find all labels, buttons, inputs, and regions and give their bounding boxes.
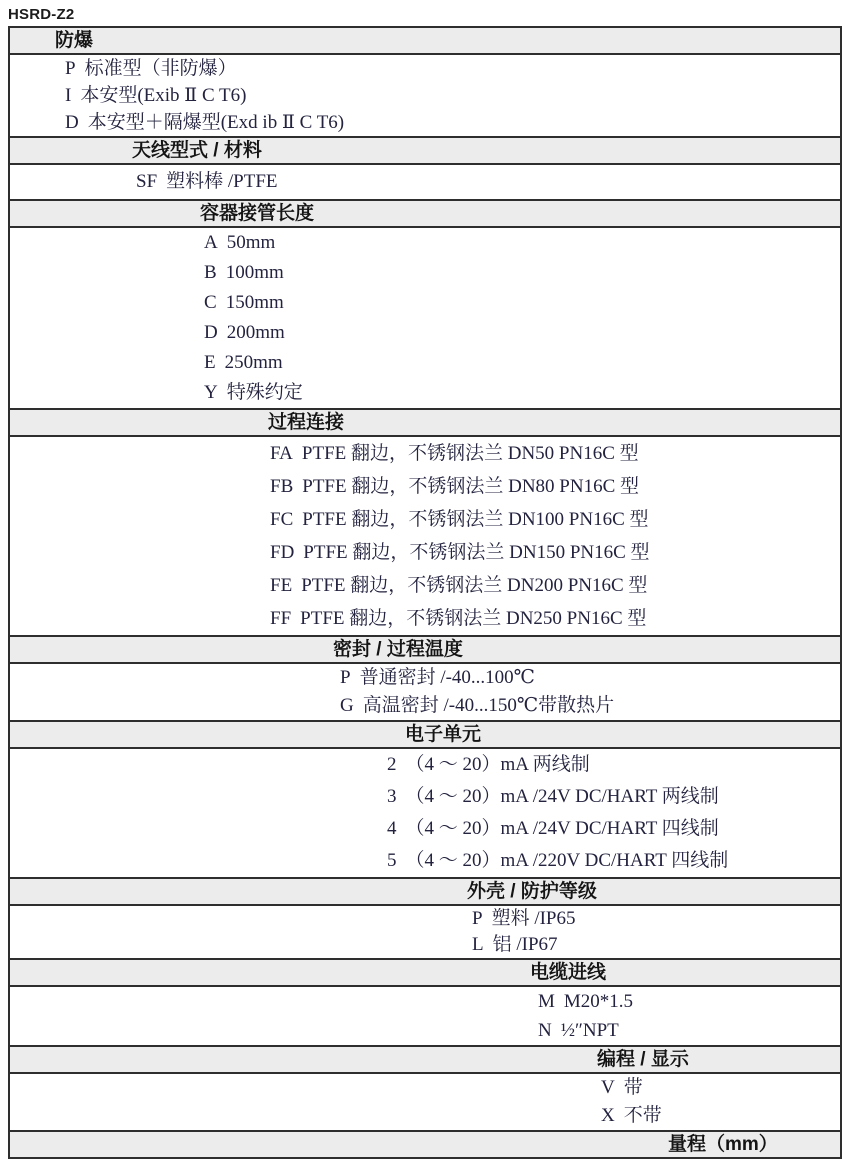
section-header-label: 密封 / 过程温度 bbox=[333, 639, 463, 660]
section-programming-display bbox=[10, 1045, 840, 1130]
item-description: 标准型（非防爆） bbox=[84, 58, 237, 79]
item-description: 100mm bbox=[225, 262, 284, 283]
item-code: X bbox=[601, 1105, 615, 1126]
section-header bbox=[10, 720, 840, 749]
section-header-label: 防爆 bbox=[55, 30, 94, 51]
item-code: D bbox=[204, 322, 218, 343]
spec-item-row bbox=[10, 258, 840, 288]
item-code: Y bbox=[204, 382, 218, 403]
section-header-label: 外壳 / 防护等级 bbox=[467, 881, 597, 902]
section-antenna-type-material bbox=[10, 136, 840, 199]
page-title: HSRD-Z2 bbox=[8, 6, 75, 23]
item-code: N bbox=[538, 1020, 552, 1041]
item-code: FE bbox=[270, 575, 293, 596]
spec-item-row bbox=[10, 82, 840, 109]
section-header-label: 量程（mm） bbox=[668, 1134, 778, 1155]
item-description: 塑料 /IP65 bbox=[491, 908, 576, 929]
item-code: FD bbox=[270, 542, 295, 563]
section-housing-protection-class bbox=[10, 877, 840, 958]
item-description: （4 ～ 20）mA /24V DC/HART 两线制 bbox=[405, 786, 719, 807]
item-code: 3 bbox=[387, 786, 397, 807]
item-code: P bbox=[472, 908, 483, 929]
spec-item-row bbox=[10, 906, 840, 932]
section-header bbox=[10, 635, 840, 664]
item-code: V bbox=[601, 1077, 615, 1098]
spec-item-row bbox=[10, 987, 840, 1016]
spec-item-row bbox=[10, 109, 840, 136]
spec-item-row bbox=[10, 932, 840, 958]
item-description: PTFE 翻边，不锈钢法兰 DN200 PN16C 型 bbox=[301, 575, 648, 596]
item-code: D bbox=[65, 112, 79, 133]
spec-item-row bbox=[10, 845, 840, 877]
item-description: PTFE 翻边，不锈钢法兰 DN80 PN16C 型 bbox=[302, 476, 639, 497]
spec-item-row bbox=[10, 1102, 840, 1130]
item-description: PTFE 翻边，不锈钢法兰 DN150 PN16C 型 bbox=[303, 542, 650, 563]
section-header bbox=[10, 1045, 840, 1074]
item-code: P bbox=[65, 58, 76, 79]
spec-item-row bbox=[10, 664, 840, 692]
spec-item-row bbox=[10, 1016, 840, 1045]
spec-item-row bbox=[10, 1074, 840, 1102]
spec-item-row bbox=[10, 348, 840, 378]
item-code: E bbox=[204, 352, 216, 373]
section-header-label: 编程 / 显示 bbox=[597, 1049, 689, 1070]
item-description: 高温密封 /-40...150℃带散热片 bbox=[362, 695, 615, 716]
section-explosion-proof bbox=[10, 28, 840, 136]
spec-item-row bbox=[10, 536, 840, 569]
spec-item-row bbox=[10, 602, 840, 635]
spec-item-row bbox=[10, 378, 840, 408]
section-header-label: 过程连接 bbox=[268, 412, 345, 433]
item-description: PTFE 翻边，不锈钢法兰 DN100 PN16C 型 bbox=[302, 509, 649, 530]
section-cable-entry bbox=[10, 958, 840, 1045]
item-description: 200mm bbox=[226, 322, 285, 343]
item-description: 铝 /IP67 bbox=[492, 934, 558, 955]
item-description: 不带 bbox=[623, 1105, 662, 1126]
section-header-label: 天线型式 / 材料 bbox=[132, 140, 262, 161]
item-description: ½″NPT bbox=[560, 1020, 619, 1041]
section-header bbox=[10, 408, 840, 437]
section-header-label: 容器接管长度 bbox=[200, 203, 315, 224]
item-description: （4 ～ 20）mA /220V DC/HART 四线制 bbox=[405, 850, 729, 871]
section-measuring-range bbox=[10, 1130, 840, 1157]
item-description: 150mm bbox=[225, 292, 284, 313]
section-header bbox=[10, 28, 840, 55]
item-description: M20*1.5 bbox=[563, 991, 634, 1012]
spec-item-row bbox=[10, 470, 840, 503]
section-header bbox=[10, 877, 840, 906]
item-description: 特殊约定 bbox=[226, 382, 303, 403]
spec-item-row bbox=[10, 228, 840, 258]
item-code: SF bbox=[136, 171, 158, 192]
item-description: （4 ～ 20）mA /24V DC/HART 四线制 bbox=[405, 818, 719, 839]
spec-item-row bbox=[10, 503, 840, 536]
item-description: PTFE 翻边，不锈钢法兰 DN50 PN16C 型 bbox=[301, 443, 639, 464]
item-code: L bbox=[472, 934, 484, 955]
item-code: A bbox=[204, 232, 218, 253]
item-description: PTFE 翻边，不锈钢法兰 DN250 PN16C 型 bbox=[300, 608, 647, 629]
item-description: 本安型＋隔爆型(Exd ib Ⅱ C T6) bbox=[87, 112, 345, 133]
item-code: G bbox=[340, 695, 354, 716]
spec-item-row bbox=[10, 749, 840, 781]
item-code: M bbox=[538, 991, 555, 1012]
spec-item-row bbox=[10, 813, 840, 845]
item-description: 50mm bbox=[226, 232, 276, 253]
spec-item-row bbox=[10, 318, 840, 348]
spec-item-row bbox=[10, 692, 840, 720]
item-code: 4 bbox=[387, 818, 397, 839]
section-header-label: 电子单元 bbox=[405, 724, 482, 745]
item-code: FB bbox=[270, 476, 294, 497]
spec-item-row bbox=[10, 165, 840, 199]
section-header bbox=[10, 1130, 840, 1157]
item-code: 5 bbox=[387, 850, 397, 871]
spec-item-row bbox=[10, 288, 840, 318]
item-code: FA bbox=[270, 443, 293, 464]
section-header bbox=[10, 136, 840, 165]
section-header bbox=[10, 199, 840, 228]
section-seal-process-temperature bbox=[10, 635, 840, 720]
ordering-code-table bbox=[8, 26, 842, 1159]
item-description: 塑料棒 /PTFE bbox=[166, 171, 278, 192]
item-code: P bbox=[340, 667, 351, 688]
item-code: C bbox=[204, 292, 217, 313]
item-code: FC bbox=[270, 509, 294, 530]
section-header bbox=[10, 958, 840, 987]
section-nozzle-length bbox=[10, 199, 840, 408]
item-description: 250mm bbox=[224, 352, 283, 373]
spec-item-row bbox=[10, 569, 840, 602]
item-code: FF bbox=[270, 608, 292, 629]
section-process-connection bbox=[10, 408, 840, 635]
item-description: 带 bbox=[623, 1077, 643, 1098]
item-code: I bbox=[65, 85, 72, 106]
item-description: （4 ～ 20）mA 两线制 bbox=[405, 754, 590, 775]
section-header-label: 电缆进线 bbox=[530, 962, 607, 983]
item-code: 2 bbox=[387, 754, 397, 775]
item-description: 普通密封 /-40...100℃ bbox=[359, 667, 535, 688]
spec-item-row bbox=[10, 437, 840, 470]
item-code: B bbox=[204, 262, 217, 283]
section-electronics-unit bbox=[10, 720, 840, 877]
spec-item-row bbox=[10, 55, 840, 82]
spec-item-row bbox=[10, 781, 840, 813]
item-description: 本安型(Exib Ⅱ C T6) bbox=[80, 85, 247, 106]
